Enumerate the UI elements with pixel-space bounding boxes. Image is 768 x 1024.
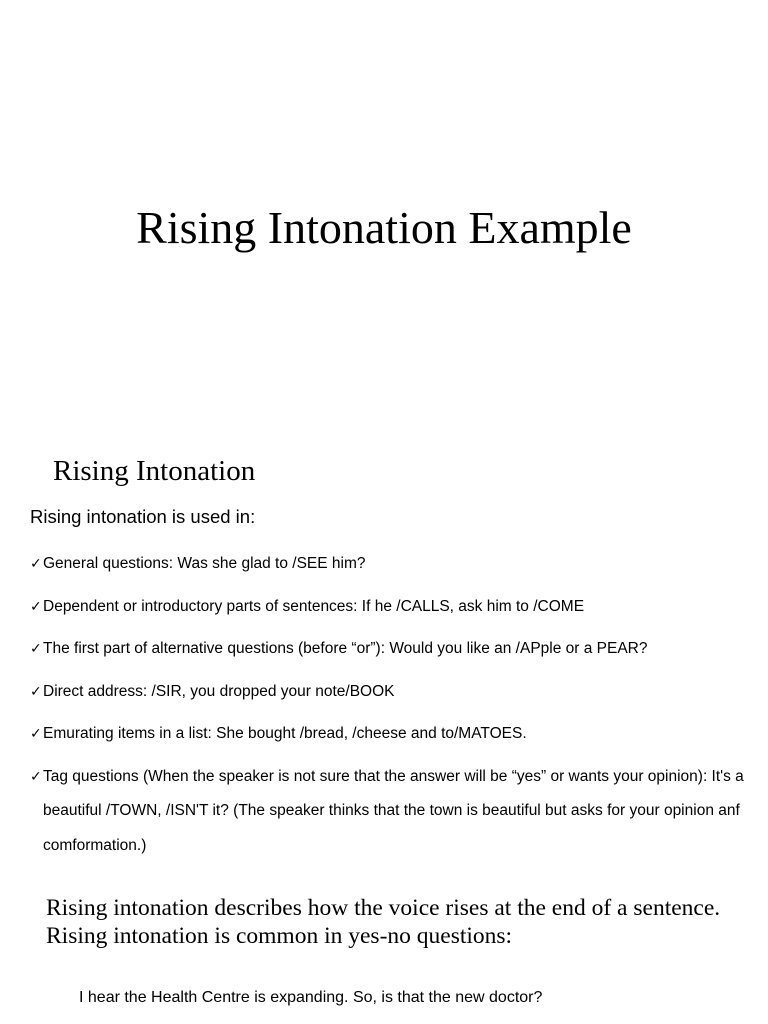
list-item	[30, 632, 750, 667]
list-item-text: Emurating items in a list: She bought /bread, /cheese and to/MATOES.	[43, 725, 527, 742]
checkmark-icon: ✓	[30, 768, 42, 785]
list-item	[30, 590, 750, 625]
list-item	[30, 547, 750, 582]
checkmark-icon: ✓	[30, 598, 42, 615]
list-item-text: Tag questions (When the speaker is not sure that the answer will be “yes” or wants your opinion): It's a beautiful /TOWN, /ISN'T it? (The speaker thinks that the town is beautiful but asks for your opinion anf comformation.)	[43, 767, 744, 854]
intro-text: Rising intonation is used in:	[30, 506, 256, 527]
list-item	[30, 717, 750, 752]
list-item-text: The first part of alternative questions (before “or”): Would you like an /APple or a PEAR?	[43, 640, 648, 657]
list-item-text: General questions: Was she glad to /SEE him?	[43, 555, 366, 572]
checkmark-icon: ✓	[30, 726, 42, 742]
description-text: Rising intonation describes how the voice rises at the end of a sentence. Rising intonation is common in yes-no questions:	[46, 895, 721, 949]
example-sentence: I hear the Health Centre is expanding. So, is that the new doctor?	[79, 989, 543, 1006]
slide-title: Rising Intonation Example	[136, 202, 632, 253]
list-item-text: Direct address: /SIR, you dropped your note/BOOK	[43, 682, 395, 700]
section-heading: Rising Intonation	[53, 455, 256, 487]
checkmark-icon: ✓	[30, 683, 42, 700]
list-item	[30, 760, 750, 864]
checkmark-icon: ✓	[30, 556, 42, 572]
usage-list	[30, 547, 750, 871]
checkmark-icon: ✓	[30, 641, 42, 657]
list-item-text: Dependent or introductory parts of sentences: If he /CALLS, ask him to /COME	[43, 597, 585, 615]
list-item	[30, 675, 750, 710]
